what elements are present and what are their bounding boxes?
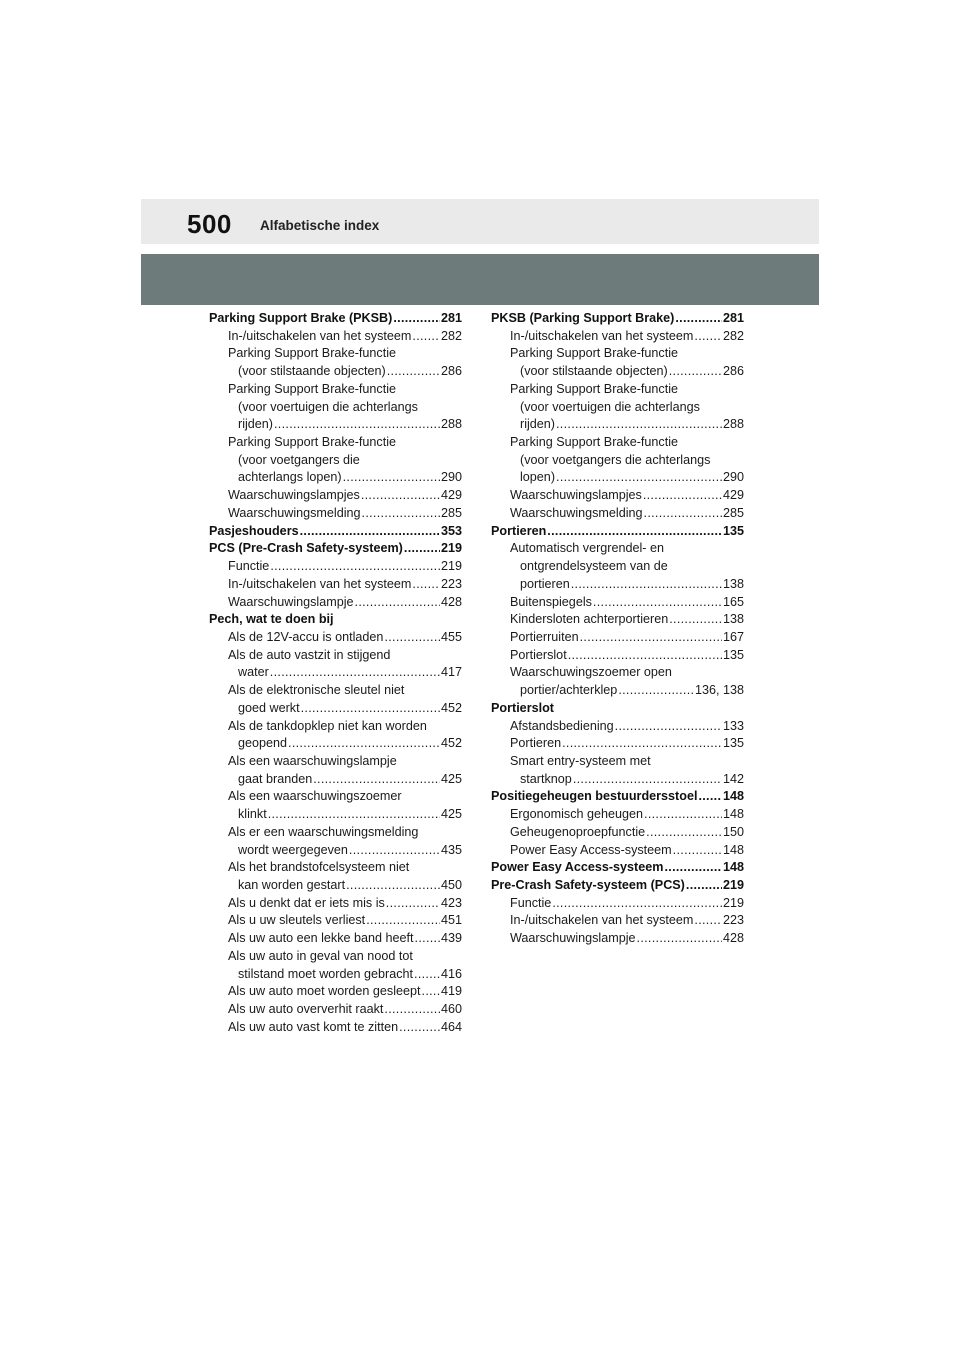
page-reference: 219 bbox=[440, 541, 462, 556]
dot-leader bbox=[384, 629, 440, 647]
index-entry bbox=[491, 806, 744, 824]
entry-text: Geheugenoproepfunctie bbox=[510, 824, 646, 839]
index-entry bbox=[491, 416, 744, 434]
page-reference: 135 bbox=[722, 647, 744, 662]
page-reference: 435 bbox=[440, 842, 462, 857]
page-reference: 464 bbox=[440, 1019, 462, 1034]
dot-leader bbox=[673, 842, 722, 860]
entry-text: Als uw auto oververhit raakt bbox=[228, 1002, 384, 1017]
page-reference: 281 bbox=[440, 311, 462, 325]
index-entry bbox=[209, 771, 462, 789]
index-entry bbox=[491, 735, 744, 753]
index-entry: Parking Support Brake-functie bbox=[510, 435, 679, 450]
entry-text: Als uw auto moet worden gesleept bbox=[228, 984, 421, 999]
index-entry bbox=[209, 558, 462, 576]
index-entry bbox=[209, 363, 462, 381]
entry-text: Als u denkt dat er iets mis is bbox=[228, 895, 385, 910]
index-entry: Als uw auto in geval van nood tot bbox=[228, 948, 413, 963]
index-entry bbox=[491, 647, 744, 665]
dot-leader bbox=[346, 877, 440, 895]
page-reference: 142 bbox=[722, 771, 744, 786]
page-reference: 136, 138 bbox=[694, 683, 744, 698]
index-entry bbox=[209, 594, 462, 612]
page-header bbox=[141, 199, 819, 244]
entry-text: Pasjeshouders bbox=[209, 523, 299, 538]
index-heading bbox=[209, 523, 462, 541]
entry-text: Waarschuwingslampje bbox=[228, 594, 354, 609]
entry-text: Functie bbox=[228, 559, 270, 574]
dot-leader bbox=[552, 895, 722, 913]
entry-text: Waarschuwingslampjes bbox=[228, 488, 360, 503]
dot-leader bbox=[412, 328, 440, 346]
index-heading bbox=[491, 877, 744, 895]
index-entry bbox=[491, 487, 744, 505]
entry-text: water bbox=[238, 665, 269, 680]
page-reference: 428 bbox=[440, 594, 462, 609]
page-reference: 460 bbox=[440, 1002, 462, 1017]
page-reference: 223 bbox=[440, 576, 462, 591]
page-reference: 150 bbox=[722, 824, 744, 839]
dot-leader bbox=[270, 558, 440, 576]
index-entry bbox=[491, 328, 744, 346]
index-entry bbox=[209, 806, 462, 824]
page-reference: 423 bbox=[440, 895, 462, 910]
dot-leader bbox=[404, 540, 440, 558]
index-entry bbox=[491, 629, 744, 647]
entry-text: Als u uw sleutels verliest bbox=[228, 913, 366, 928]
page-reference: 148 bbox=[722, 789, 744, 804]
index-entry bbox=[209, 930, 462, 948]
index-heading bbox=[491, 523, 744, 541]
entry-text: In-/uitschakelen van het systeem bbox=[228, 328, 412, 343]
dot-leader bbox=[422, 983, 440, 1001]
dot-leader bbox=[637, 930, 722, 948]
index-entry bbox=[209, 1019, 462, 1037]
index-entry: Parking Support Brake-functie bbox=[228, 346, 397, 361]
dot-leader bbox=[644, 505, 722, 523]
entry-text: startknop bbox=[520, 771, 572, 786]
index-entry: Parking Support Brake-functie bbox=[228, 381, 397, 396]
page-reference: 135 bbox=[722, 523, 744, 538]
index-entry bbox=[491, 930, 744, 948]
entry-text: Waarschuwingsmelding bbox=[510, 505, 643, 520]
entry-text: Afstandsbediening bbox=[510, 718, 614, 733]
page-reference: 419 bbox=[440, 984, 462, 999]
dot-leader bbox=[556, 416, 722, 434]
page-reference: 148 bbox=[722, 860, 744, 875]
dot-leader bbox=[384, 1001, 440, 1019]
entry-text: Waarschuwingslampje bbox=[510, 931, 636, 946]
index-heading bbox=[491, 859, 744, 877]
page-reference: 281 bbox=[722, 311, 744, 325]
dot-leader bbox=[571, 576, 722, 594]
entry-text: Power Easy Access-systeem bbox=[510, 842, 672, 857]
index-entry bbox=[491, 718, 744, 736]
index-entry: ontgrendelsysteem van de bbox=[520, 559, 668, 574]
page-reference: 138 bbox=[722, 612, 744, 627]
entry-text: PKSB (Parking Support Brake) bbox=[491, 311, 675, 325]
dot-leader bbox=[568, 647, 722, 665]
page-reference: 167 bbox=[722, 629, 744, 644]
index-entry bbox=[209, 328, 462, 346]
index-entry bbox=[491, 505, 744, 523]
entry-text: Als de 12V-accu is ontladen bbox=[228, 629, 384, 644]
entry-text: stilstand moet worden gebracht bbox=[238, 966, 414, 981]
dot-leader bbox=[556, 469, 722, 487]
index-entry bbox=[209, 1001, 462, 1019]
index-heading: Portierslot bbox=[491, 700, 554, 715]
entry-text: Als uw auto een lekke band heeft bbox=[228, 931, 414, 946]
entry-text: Waarschuwingslampjes bbox=[510, 488, 642, 503]
page-reference: 429 bbox=[722, 488, 744, 503]
index-entry: Als de tankdopklep niet kan worden bbox=[228, 718, 427, 733]
dot-leader bbox=[669, 611, 722, 629]
page-reference: 429 bbox=[440, 488, 462, 503]
index-heading bbox=[209, 540, 462, 558]
index-entry: Automatisch vergrendel- en bbox=[510, 541, 665, 556]
dot-leader bbox=[615, 718, 722, 736]
entry-text: Ergonomisch geheugen bbox=[510, 807, 644, 822]
dot-leader bbox=[562, 735, 722, 753]
page-reference: 135 bbox=[722, 736, 744, 751]
dot-leader bbox=[644, 806, 722, 824]
index-entry: (voor voertuigen die achterlangs bbox=[238, 399, 418, 414]
page-reference: 290 bbox=[722, 470, 744, 485]
entry-text: portieren bbox=[520, 576, 570, 591]
dot-leader bbox=[399, 1019, 440, 1037]
page-reference: 417 bbox=[440, 665, 462, 680]
entry-text: gaat branden bbox=[238, 771, 313, 786]
page-reference: 450 bbox=[440, 878, 462, 892]
dot-leader bbox=[414, 966, 440, 984]
entry-text: geopend bbox=[238, 736, 288, 751]
index-entry bbox=[491, 842, 744, 860]
index-entry bbox=[491, 895, 744, 913]
index-entry bbox=[209, 700, 462, 718]
dot-leader bbox=[412, 576, 440, 594]
entry-text: Portierruiten bbox=[510, 629, 579, 644]
index-entry bbox=[209, 416, 462, 434]
page-reference: 219 bbox=[440, 559, 462, 574]
dot-leader bbox=[694, 328, 722, 346]
index-entry bbox=[209, 487, 462, 505]
index-entry bbox=[209, 735, 462, 753]
page-reference: 455 bbox=[440, 629, 462, 644]
dot-leader bbox=[573, 771, 722, 789]
dot-leader bbox=[580, 629, 722, 647]
entry-text: (voor stilstaande objecten) bbox=[520, 364, 668, 379]
entry-text: In-/uitschakelen van het systeem bbox=[228, 576, 412, 591]
index-entry bbox=[491, 594, 744, 612]
page-reference: 165 bbox=[722, 594, 744, 609]
dot-leader bbox=[274, 416, 440, 434]
index-column-left bbox=[209, 310, 462, 1036]
index-column-right bbox=[491, 310, 744, 948]
dot-leader bbox=[343, 469, 440, 487]
entry-text: wordt weergegeven bbox=[238, 842, 348, 857]
dot-leader bbox=[268, 806, 440, 824]
page-reference: 138 bbox=[722, 576, 744, 591]
dot-leader bbox=[313, 771, 440, 789]
dot-leader bbox=[301, 700, 440, 718]
dot-leader bbox=[386, 895, 440, 913]
dot-leader bbox=[349, 842, 440, 860]
page-reference: 425 bbox=[440, 771, 462, 786]
page-reference: 148 bbox=[722, 842, 744, 857]
index-entry: (voor voetgangers die achterlangs bbox=[520, 452, 711, 467]
page-reference: 452 bbox=[440, 736, 462, 751]
entry-text: In-/uitschakelen van het systeem bbox=[510, 328, 694, 343]
page-reference: 286 bbox=[440, 364, 462, 379]
index-entry bbox=[209, 629, 462, 647]
index-entry bbox=[491, 611, 744, 629]
page-reference: 219 bbox=[722, 895, 744, 910]
page-reference: 428 bbox=[722, 931, 744, 946]
entry-text: Positiegeheugen bestuurdersstoel bbox=[491, 789, 698, 804]
page-reference: 439 bbox=[440, 931, 462, 946]
entry-text: Portieren bbox=[510, 736, 562, 751]
page-reference: 425 bbox=[440, 807, 462, 822]
index-entry bbox=[209, 912, 462, 930]
index-entry: (voor voetgangers die bbox=[238, 452, 360, 467]
page-reference: 282 bbox=[440, 328, 462, 343]
entry-text: Buitenspiegels bbox=[510, 594, 592, 609]
entry-text: Kindersloten achterportieren bbox=[510, 612, 669, 627]
dot-leader bbox=[698, 788, 722, 806]
dot-leader bbox=[300, 523, 440, 541]
page-reference: 288 bbox=[440, 417, 462, 432]
index-heading bbox=[491, 310, 744, 328]
entry-text: portier/achterklep bbox=[520, 683, 618, 698]
index-entry: Als het brandstofcelsysteem niet bbox=[228, 860, 410, 875]
dot-leader bbox=[643, 487, 722, 505]
index-entry bbox=[209, 576, 462, 594]
index-entry: Als een waarschuwingszoemer bbox=[228, 789, 402, 804]
page-reference: 353 bbox=[440, 523, 462, 538]
entry-text: Waarschuwingsmelding bbox=[228, 505, 361, 520]
entry-text: kan worden gestart bbox=[238, 878, 346, 892]
index-entry: Smart entry-systeem met bbox=[510, 753, 651, 768]
index-entry: Als de elektronische sleutel niet bbox=[228, 683, 405, 698]
entry-text: Pre-Crash Safety-systeem (PCS) bbox=[491, 878, 685, 892]
page-number: 500 bbox=[187, 209, 232, 239]
section-title: Alfabetische index bbox=[260, 218, 380, 233]
index-entry bbox=[209, 842, 462, 860]
index-entry bbox=[491, 682, 744, 700]
page-reference: 223 bbox=[722, 913, 744, 928]
index-entry: (voor voertuigen die achterlangs bbox=[520, 399, 700, 414]
index-entry: Parking Support Brake-functie bbox=[510, 346, 679, 361]
page-reference: 285 bbox=[722, 505, 744, 520]
index-entry: Als een waarschuwingslampje bbox=[228, 753, 397, 768]
index-entry bbox=[491, 469, 744, 487]
entry-text: Portieren bbox=[491, 523, 547, 538]
index-entry bbox=[491, 912, 744, 930]
index-entry: Waarschuwingszoemer open bbox=[510, 665, 672, 680]
index-entry: Parking Support Brake-functie bbox=[228, 435, 397, 450]
index-entry bbox=[209, 877, 462, 895]
index-entry bbox=[491, 771, 744, 789]
index-entry bbox=[209, 983, 462, 1001]
index-entry: Als de auto vastzit in stijgend bbox=[228, 647, 391, 662]
dot-leader bbox=[669, 363, 722, 381]
entry-text: Portierslot bbox=[510, 647, 567, 662]
dot-leader bbox=[288, 735, 440, 753]
entry-text: In-/uitschakelen van het systeem bbox=[510, 913, 694, 928]
index-entry bbox=[491, 576, 744, 594]
page-reference: 451 bbox=[440, 913, 462, 928]
index-entry: Als er een waarschuwingsmelding bbox=[228, 824, 419, 839]
dot-leader bbox=[393, 310, 440, 328]
page-reference: 285 bbox=[440, 505, 462, 520]
index-heading bbox=[209, 310, 462, 328]
page-reference: 148 bbox=[722, 807, 744, 822]
page-reference: 133 bbox=[722, 718, 744, 733]
page-reference: 219 bbox=[722, 878, 744, 892]
index-entry bbox=[209, 664, 462, 682]
dot-leader bbox=[387, 363, 440, 381]
header-band bbox=[141, 254, 819, 305]
dot-leader bbox=[593, 594, 722, 612]
entry-text: rijden) bbox=[238, 417, 273, 432]
page-reference: 416 bbox=[440, 966, 462, 981]
dot-leader bbox=[547, 523, 722, 541]
entry-text: Functie bbox=[510, 895, 552, 910]
dot-leader bbox=[646, 824, 722, 842]
dot-leader bbox=[366, 912, 440, 930]
index-entry bbox=[491, 824, 744, 842]
dot-leader bbox=[415, 930, 440, 948]
dot-leader bbox=[675, 310, 722, 328]
index-heading: Pech, wat te doen bij bbox=[209, 612, 334, 627]
entry-text: klinkt bbox=[238, 807, 267, 822]
index-entry bbox=[491, 363, 744, 381]
page-reference: 452 bbox=[440, 700, 462, 715]
page-reference: 286 bbox=[722, 364, 744, 379]
entry-text: Parking Support Brake (PKSB) bbox=[209, 311, 393, 325]
dot-leader bbox=[362, 505, 440, 523]
dot-leader bbox=[270, 664, 440, 682]
entry-text: rijden) bbox=[520, 417, 555, 432]
entry-text: Als uw auto vast komt te zitten bbox=[228, 1019, 399, 1034]
dot-leader bbox=[694, 912, 722, 930]
page-reference: 288 bbox=[722, 417, 744, 432]
dot-leader bbox=[355, 594, 440, 612]
dot-leader bbox=[664, 859, 722, 877]
index-entry: Parking Support Brake-functie bbox=[510, 381, 679, 396]
dot-leader bbox=[618, 682, 694, 700]
entry-text: (voor stilstaande objecten) bbox=[238, 364, 386, 379]
index-entry bbox=[209, 895, 462, 913]
index-entry bbox=[209, 505, 462, 523]
index-entry bbox=[209, 469, 462, 487]
entry-text: Power Easy Access-systeem bbox=[491, 860, 664, 875]
page-reference: 282 bbox=[722, 328, 744, 343]
entry-text: achterlangs lopen) bbox=[238, 470, 342, 485]
index-heading bbox=[491, 788, 744, 806]
dot-leader bbox=[361, 487, 440, 505]
entry-text: lopen) bbox=[520, 470, 556, 485]
page-reference: 290 bbox=[440, 470, 462, 485]
entry-text: goed werkt bbox=[238, 700, 300, 715]
dot-leader bbox=[686, 877, 722, 895]
index-entry bbox=[209, 966, 462, 984]
entry-text: PCS (Pre-Crash Safety-systeem) bbox=[209, 541, 403, 556]
